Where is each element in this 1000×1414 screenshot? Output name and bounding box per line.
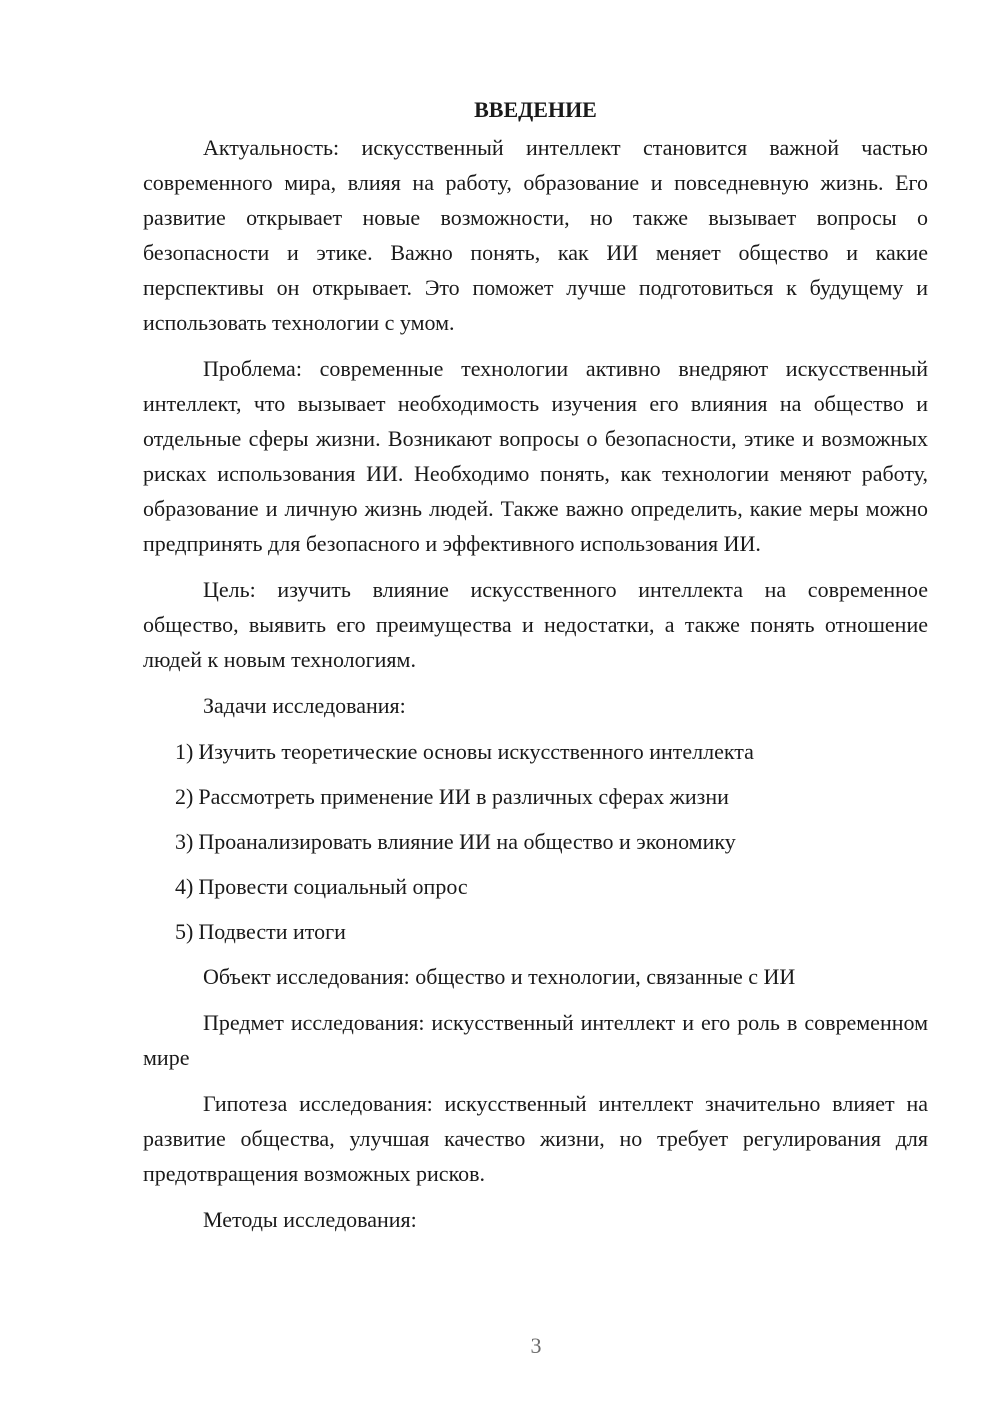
methods-title: Методы исследования: xyxy=(203,1207,417,1232)
paragraph-subject: Предмет исследования: искусственный интеллект и его роль в современном мире xyxy=(143,1010,928,1070)
paragraph-hypothesis: Гипотеза исследования: искусственный интеллект значительно влияет на развитие общества, улучшая качество жизни, но требует регулирования для предотвращения возможных рисков. xyxy=(143,1091,928,1186)
paragraph-object: Объект исследования: общество и технологии, связанные с ИИ xyxy=(203,964,796,989)
list-item-text: Изучить теоретические основы искусственного интеллекта xyxy=(198,739,754,764)
list-item-number: 4) xyxy=(175,874,194,899)
document-page xyxy=(143,94,928,1248)
list-item-number: 3) xyxy=(175,829,194,854)
list-item-text: Подвести итоги xyxy=(198,919,346,944)
list-item xyxy=(175,824,928,859)
list-item-text: Проанализировать влияние ИИ на общество и экономику xyxy=(198,829,736,854)
list-item xyxy=(175,734,928,769)
page-number: 3 xyxy=(530,1333,542,1358)
list-item-number: 5) xyxy=(175,919,194,944)
list-item xyxy=(175,869,928,904)
list-item-number: 1) xyxy=(175,739,194,764)
list-item-text: Провести социальный опрос xyxy=(198,874,468,899)
list-item xyxy=(175,914,928,949)
list-item xyxy=(175,779,928,814)
paragraph-goal: Цель: изучить влияние искусственного интеллекта на современное общество, выявить его преимущества и недостатки, а также понять отношение людей к новым технологиям. xyxy=(143,577,928,672)
list-item-number: 2) xyxy=(175,784,194,809)
section-heading: ВВЕДЕНИЕ xyxy=(474,97,597,122)
tasks-title: Задачи исследования: xyxy=(203,693,406,718)
list-item-text: Рассмотреть применение ИИ в различных сферах жизни xyxy=(198,784,729,809)
tasks-list xyxy=(143,734,928,949)
paragraph-problem: Проблема: современные технологии активно внедряют искусственный интеллект, что вызывает необходимость изучения его влияния на общество и отдельные сферы жизни. Возникают вопросы о безопасности, этике и возможных рисках использования ИИ. Необходимо понять, как технологии меняют работу, образование и личную жизнь людей. Также важно определить, какие меры можно предпринять для безопасного и эффективного использования ИИ. xyxy=(143,356,928,556)
paragraph-relevance: Актуальность: искусственный интеллект становится важной частью современного мира, влияя на работу, образование и повседневную жизнь. Его развитие открывает новые возможности, но также вызывает вопросы о безопасности и этике. Важно понять, как ИИ меняет общество и какие перспективы он открывает. Это поможет лучше подготовиться к будущему и использовать технологии с умом. xyxy=(143,135,928,335)
